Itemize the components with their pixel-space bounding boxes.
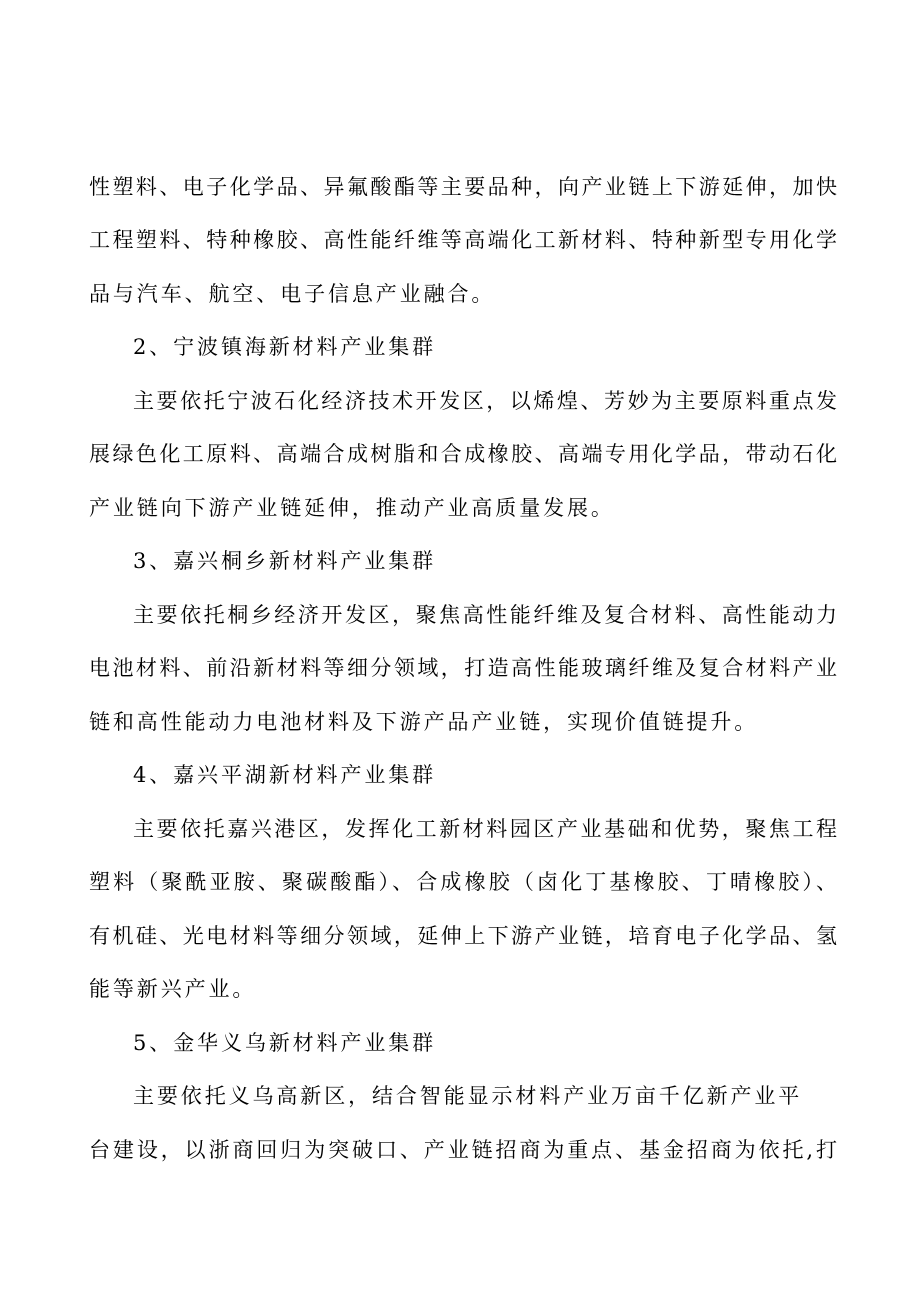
paragraph-line: 台建设，以浙商回归为突破口、产业链招商为重点、基金招商为依托,打 xyxy=(89,1138,837,1162)
section-heading: 4、嘉兴平湖新材料产业集群 xyxy=(133,763,437,787)
paragraph-line: 链和高性能动力电池材料及下游产品产业链，实现价值链提升。 xyxy=(89,710,759,734)
section-heading: 3、嘉兴桐乡新材料产业集群 xyxy=(133,549,437,573)
paragraph-line: 展绿色化工原料、高端合成树脂和合成橡胶、高端专用化学品，带动石化 xyxy=(89,442,837,466)
paragraph-line: 主要依托桐乡经济开发区，聚焦高性能纤维及复合材料、高性能动力 xyxy=(133,603,837,627)
section-heading: 2、宁波镇海新材料产业集群 xyxy=(133,335,437,359)
paragraph-line: 主要依托义乌高新区，结合智能显示材料产业万亩千亿新产业平 xyxy=(133,1084,803,1108)
paragraph-line: 产业链向下游产业链延伸，推动产业高质量发展。 xyxy=(89,496,615,520)
paragraph-line: 品与汽车、航空、电子信息产业融合。 xyxy=(89,282,496,306)
paragraph-line: 主要依托宁波石化经济技术开发区，以烯煌、芳妙为主要原料重点发 xyxy=(133,389,837,413)
paragraph-line: 工程塑料、特种橡胶、高性能纤维等高端化工新材料、特种新型专用化学 xyxy=(89,228,837,252)
paragraph-line: 性塑料、电子化学品、异氟酸酯等主要品种，向产业链上下游延伸，加快 xyxy=(89,175,837,199)
paragraph-line: 塑料（聚酰亚胺、聚碳酸酯）、合成橡胶（卤化丁基橡胶、丁晴橡胶）、 xyxy=(89,870,837,894)
paragraph-line: 主要依托嘉兴港区，发挥化工新材料园区产业基础和优势，聚焦工程 xyxy=(133,817,837,841)
paragraph-line: 电池材料、前沿新材料等细分领域，打造高性能玻璃纤维及复合材料产业 xyxy=(89,656,837,680)
paragraph-line: 能等新兴产业。 xyxy=(89,977,257,1001)
section-heading: 5、金华义乌新材料产业集群 xyxy=(133,1031,437,1055)
paragraph-line: 有机硅、光电材料等细分领域，延伸上下游产业链，培育电子化学品、氢 xyxy=(89,924,837,948)
